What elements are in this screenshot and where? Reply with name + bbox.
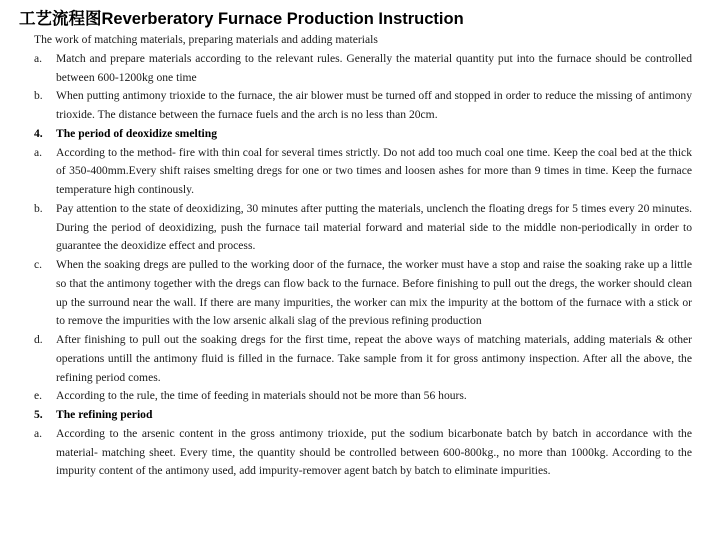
list-item bbox=[34, 50, 692, 88]
section-number: 4. bbox=[34, 126, 43, 140]
item-text: Match and prepare materials according to the relevant rules. Generally the material quantity put into the furnace should be controlled between 600-1200kg one time bbox=[56, 51, 692, 84]
section-heading-refining bbox=[34, 406, 692, 425]
item-text: According to the method- fire with thin coal for several times strictly. Do not add too much coal one time. Keep the coal bed at the thick of 350-400mm.Every shift raises smelting dregs for one or two times and loosen ashes for more than 9 times in time. Keep the furnace temperature high continously. bbox=[56, 145, 692, 196]
page-title: 工艺流程图Reverberatory Furnace Production Instruction bbox=[19, 10, 464, 28]
list-item bbox=[34, 425, 692, 481]
item-text: When putting antimony trioxide to the furnace, the air blower must be turned off and stopped in order to reduce the missing of antimony trioxide. The distance between the furnace fuels and the arch is no less than 20cm. bbox=[56, 89, 692, 121]
item-marker: c. bbox=[34, 258, 43, 271]
list-item bbox=[34, 387, 692, 406]
item-text: After finishing to pull out the soaking dregs for the first time, repeat the above ways of matching materials, adding materials & other operations untill the antimony fluid is filled in the furnace. Take sample from it for gross antimony inspection. After all the above, the refining period comes. bbox=[56, 333, 692, 384]
item-marker: a. bbox=[34, 145, 43, 159]
item-marker: b. bbox=[34, 89, 43, 103]
section-heading-text: The period of deoxidize smelting bbox=[56, 126, 218, 140]
item-marker: a. bbox=[34, 426, 43, 440]
list-item bbox=[34, 200, 692, 256]
list-item bbox=[34, 87, 692, 125]
item-text: According to the rule, the time of feeding in materials should not be more than 56 hours. bbox=[56, 389, 467, 403]
item-marker: a. bbox=[34, 51, 43, 65]
item-text: Pay attention to the state of deoxidizing, 30 minutes after putting the materials, unclench the floating dregs for 5 times every 20 minutes. During the period of deoxidizing, push the furnace tail material forward and material side to the middle non-periodically in order to guarantee the deoxidize effect and process. bbox=[56, 201, 692, 253]
item-marker: d. bbox=[34, 333, 43, 346]
section-heading-text: The refining period bbox=[56, 408, 153, 421]
section-heading-deoxidize bbox=[34, 125, 692, 144]
list-item bbox=[34, 144, 692, 200]
item-text: When the soaking dregs are pulled to the working door of the furnace, the worker must have a stop and raise the soaking rake up a little so that the antimony together with the dregs can flow back to the furnace. Before finishing to pull out the dregs, the worker should clean up the surround near the wall. If there are many impurities, the worker can mix the impurity at the bottom of the furnace with a stick or to remove the impurities with the low arsenic alkali slag of the previous refining production bbox=[56, 258, 692, 328]
list-item bbox=[34, 256, 692, 331]
section-intro: The work of matching materials, preparing materials and adding materials bbox=[34, 33, 378, 46]
item-marker: b. bbox=[34, 201, 43, 215]
instruction-body bbox=[34, 31, 692, 481]
item-marker: e. bbox=[34, 389, 43, 403]
section-number: 5. bbox=[34, 408, 43, 421]
item-text: According to the arsenic content in the gross antimony trioxide, put the sodium bicarbonate batch by batch in accordance with the material- matching sheet. Every time, the quantity should be controlled between 600-800kg., no more than 1000kg. According to the impurity content of the antimony used, add impurity-remover agent batch by batch to eliminate impurities. bbox=[56, 426, 692, 478]
list-item bbox=[34, 331, 692, 387]
